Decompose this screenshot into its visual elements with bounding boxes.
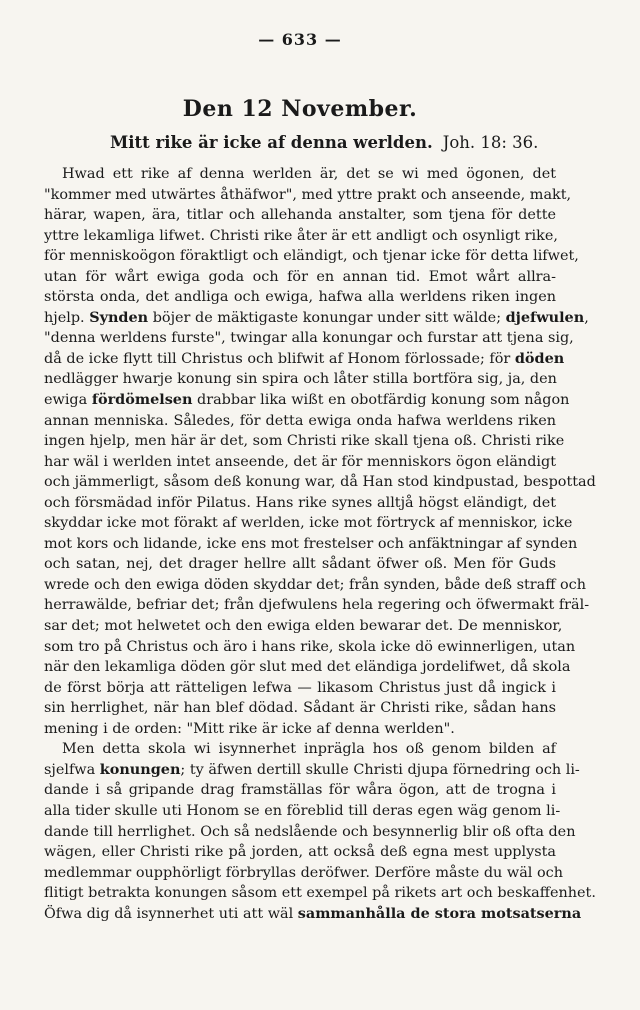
text-segment: och satan, nej, det drager hellre allt sådant öfwer oß. Men för Guds (44, 556, 556, 573)
text-line (44, 513, 573, 534)
text-segment: för menniskoögon föraktligt och eländigt, och tjenar icke för detta lifwet, (44, 248, 579, 265)
emphasized-word: fördömelsen (91, 391, 193, 409)
text-line (44, 369, 556, 390)
text-segment: när den lekamliga döden gör slut med det eländiga jordelifwet, då skola (44, 659, 571, 676)
text-segment: utan för wårt ewiga goda och för en annan tid. Emot wårt allra- (44, 268, 556, 285)
emphasized-word: Synden (89, 308, 149, 326)
text-line (44, 267, 556, 288)
text-segment: , (584, 309, 589, 326)
scripture-reference: Joh. 18: 36. (442, 133, 539, 152)
text-segment: mening i de orden: "Mitt rike är icke af denna werlden". (44, 720, 455, 737)
text-line (44, 883, 596, 904)
emphasized-word: döden (514, 349, 565, 367)
text-segment: största onda, det andliga och ewiga, hafwa alla werldens riken ingen (44, 289, 556, 306)
text-line (44, 657, 571, 678)
scripture-title: Mitt rike är icke af denna werlden. (110, 133, 433, 152)
text-line (44, 287, 556, 308)
text-line (44, 637, 576, 658)
text-line (44, 575, 587, 596)
text-segment: Öfwa dig då isynnerhet uti att wäl (44, 905, 298, 922)
text-segment: herrawälde, befriar det; från djefwulens hela regering och öfwermakt fräl- (44, 597, 590, 614)
text-segment: böjer de mäktigaste konungar under sitt wälde; (148, 309, 506, 326)
body-text (44, 164, 596, 924)
text-segment: wrede och den ewiga döden skyddar det; från synden, både deß straff och (44, 576, 587, 593)
text-line (44, 431, 565, 452)
text-line (44, 349, 565, 370)
text-line (44, 308, 589, 329)
text-segment: de först börja att rätteligen lefwa — likasom Christus just då ingick i (44, 679, 556, 696)
text-line (44, 678, 556, 699)
text-segment: medlemmar oupphörligt förbryllas deröfwer. Derföre måste du wäl och (44, 864, 563, 881)
text-line (44, 719, 556, 740)
text-segment: Hwad ett rike af denna werlden är, det se wi med ögonen, det (62, 166, 556, 182)
text-segment: då de icke flytt till Christus och blifwit af Honom förlossade; för (44, 350, 515, 367)
text-segment: ewiga (44, 392, 92, 409)
text-line (44, 328, 574, 349)
text-line (44, 863, 563, 884)
text-segment: och försmädad inför Pilatus. Hans rike synes alltjå högst eländigt, det (44, 494, 556, 511)
text-segment: som tro på Christus och äro i hans rike, skola icke dö ewinnerligen, utan (44, 638, 576, 655)
text-segment: annan menniska. Således, för detta ewiga onda hafwa werldens riken (44, 412, 556, 429)
text-line (44, 904, 582, 925)
text-segment: yttre lekamliga lifwet. Christi rike åter är ett andligt och osynligt rike, (44, 227, 558, 244)
text-segment: wägen, eller Christi rike på jorden, att också deß egna mest upplysta (44, 844, 556, 861)
text-segment: "denna werldens furste", twingar alla konungar och furstar att tjena sig, (44, 330, 574, 347)
text-segment: sin herrlighet, när han blef dödad. Sådant är Christi rike, sådan hans (44, 700, 556, 717)
text-line (44, 822, 576, 843)
text-line (44, 554, 556, 575)
text-line (44, 452, 556, 473)
text-line (44, 164, 556, 185)
text-segment: mot kors och lidande, icke ens mot frestelser och anfäktningar af synden (44, 535, 578, 552)
text-line (44, 801, 561, 822)
emphasized-word: djefwulen (505, 308, 585, 326)
text-line (44, 739, 556, 760)
text-segment: drabbar lika wißt en obotfärdig konung som någon (192, 392, 570, 409)
text-segment: sar det; mot helwetet och den ewiga elden bewarar det. De menniskor, (44, 618, 563, 635)
text-line (44, 226, 556, 247)
text-segment: ; ty äfwen dertill skulle Christi djupa förnedring och li- (180, 761, 580, 778)
text-line (44, 698, 556, 719)
text-segment: alla tider skulle uti Honom se en föreblid till deras egen wäg genom li- (44, 802, 561, 819)
text-segment: hjelp. (44, 309, 90, 326)
text-line (44, 534, 578, 555)
text-line (44, 185, 572, 206)
text-line (44, 760, 580, 781)
text-segment: ingen hjelp, men här är det, som Christi rike skall tjena oß. Christi rike (44, 433, 565, 450)
text-line (44, 595, 590, 616)
text-segment: nedlägger hwarje konung sin spira och låter stilla bortföra sig, ja, den (44, 371, 557, 388)
text-line (44, 390, 570, 411)
text-line (44, 472, 596, 493)
text-segment: har wäl i werlden intet anseende, det är för menniskors ögon eländigt (44, 453, 557, 470)
text-line (44, 493, 556, 514)
text-segment: dande i så gripande drag framställas för wåra ögon, att de trogna i (44, 782, 556, 799)
scripture-heading (110, 133, 610, 152)
emphasized-word: sammanhålla de stora motsatserna (297, 904, 582, 922)
text-line (44, 616, 563, 637)
text-line (44, 205, 556, 226)
emphasized-word: konungen (99, 760, 181, 778)
text-line (44, 246, 579, 267)
text-segment: skyddar icke mot förakt af werlden, icke mot förtryck af menniskor, icke (44, 515, 573, 532)
text-segment: sjelfwa (44, 761, 100, 778)
text-segment: Men detta skola wi isynnerhet inprägla hos oß genom bilden af (62, 741, 556, 758)
text-line (44, 411, 556, 432)
text-line (44, 780, 556, 801)
text-segment: dande till herrlighet. Och så nedslående och besynnerlig blir oß ofta den (44, 823, 576, 840)
text-line (44, 842, 556, 863)
text-segment: flitigt betrakta konungen såsom ett exempel på rikets art och beskaffenhet. (44, 885, 596, 902)
text-segment: härar, wapen, ära, titlar och allehanda anstalter, som tjena för dette (44, 207, 556, 224)
text-segment: och jämmerligt, såsom deß konung war, då Han stod kindpustad, bespottad (44, 474, 596, 491)
page-number: — 633 — (258, 30, 342, 49)
page-heading: Den 12 November. (182, 96, 418, 122)
text-segment: "kommer med utwärtes åthäfwor", med yttre prakt och anseende, makt, (44, 186, 572, 203)
